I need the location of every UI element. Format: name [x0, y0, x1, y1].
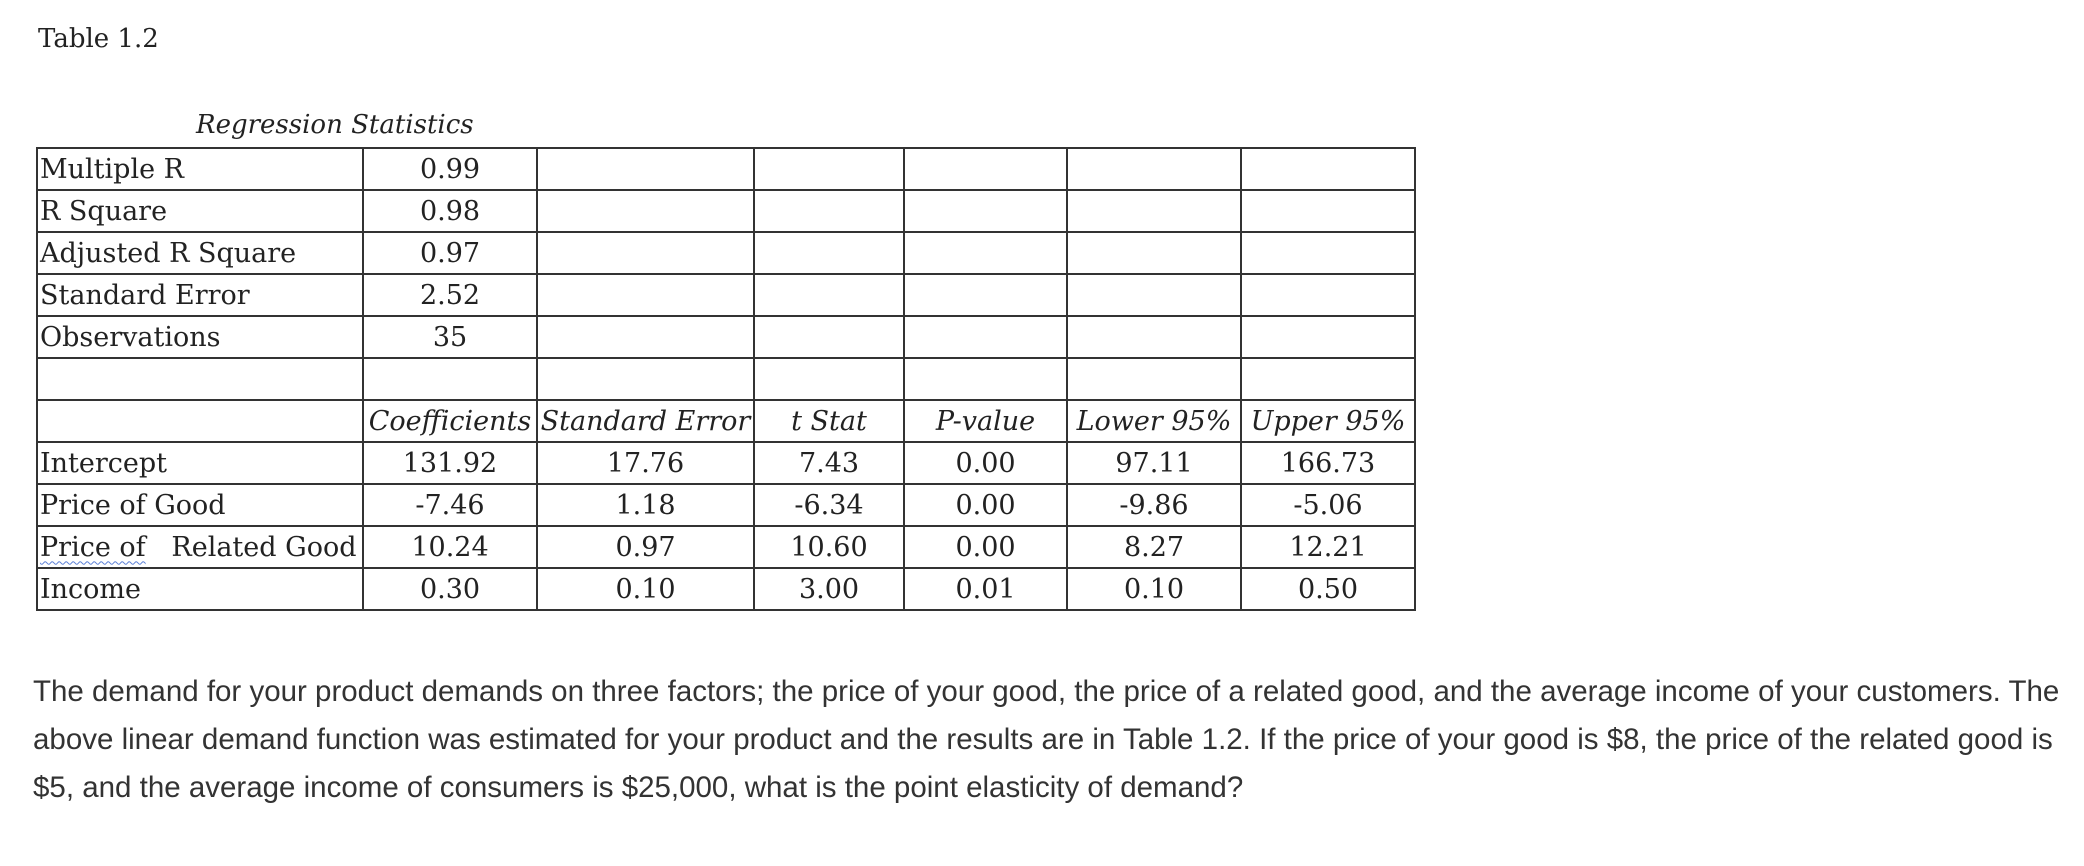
table-cell: 12.21 [1241, 526, 1415, 568]
table-row-empty [37, 358, 1415, 400]
table-cell: 0.10 [537, 568, 754, 610]
table-cell: -5.06 [1241, 484, 1415, 526]
table-row [37, 442, 1415, 484]
stat-value: 35 [363, 316, 537, 358]
table-cell: 131.92 [363, 442, 537, 484]
stat-value: 0.99 [363, 148, 537, 190]
column-header: Lower 95% [1067, 400, 1241, 442]
table-cell: 0.00 [904, 484, 1067, 526]
variable-label-suffix: Related Good [171, 531, 357, 563]
table-row [37, 568, 1415, 610]
table-cell: 0.00 [904, 442, 1067, 484]
table-cell: 8.27 [1067, 526, 1241, 568]
stat-label: Standard Error [37, 274, 363, 316]
column-header: t Stat [754, 400, 904, 442]
table-row [37, 274, 1415, 316]
regression-statistics-title: Regression Statistics [196, 110, 474, 140]
regression-table [36, 147, 1416, 611]
table-cell: 10.24 [363, 526, 537, 568]
table-cell: 0.50 [1241, 568, 1415, 610]
table-row [37, 316, 1415, 358]
stat-label: Multiple R [37, 148, 363, 190]
table-cell: 0.10 [1067, 568, 1241, 610]
column-header: P-value [904, 400, 1067, 442]
stat-label: Observations [37, 316, 363, 358]
table-cell: 1.18 [537, 484, 754, 526]
question-text: The demand for your product demands on three factors; the price of your good, the price of a related good, and the average income of your customers. The above linear demand function was estimated for your product and the results are in Table 1.2. If the price of your good is $8, the price of the related good is $5, and the average income of consumers is $25,000, what is the point elasticity of demand? [33, 675, 2060, 804]
stat-value: 0.97 [363, 232, 537, 274]
stat-value: 0.98 [363, 190, 537, 232]
column-header: Upper 95% [1241, 400, 1415, 442]
table-row [37, 526, 1415, 568]
variable-label: Price of Good [37, 484, 363, 526]
table-row [37, 232, 1415, 274]
table-cell: 0.01 [904, 568, 1067, 610]
table-cell: 3.00 [754, 568, 904, 610]
table-row [37, 148, 1415, 190]
table-cell: 97.11 [1067, 442, 1241, 484]
table-cell: 0.00 [904, 526, 1067, 568]
stat-value: 2.52 [363, 274, 537, 316]
table-cell: -7.46 [363, 484, 537, 526]
table-cell: -6.34 [754, 484, 904, 526]
column-header: Standard Error [537, 400, 754, 442]
table-cell: 10.60 [754, 526, 904, 568]
table-cell: 0.97 [537, 526, 754, 568]
column-header: Coefficients [363, 400, 537, 442]
table-cell: 0.30 [363, 568, 537, 610]
table-cell: -9.86 [1067, 484, 1241, 526]
table-row [37, 190, 1415, 232]
table-cell: 166.73 [1241, 442, 1415, 484]
table-header-row [37, 400, 1415, 442]
table-title: Table 1.2 [38, 24, 159, 54]
table-row [37, 484, 1415, 526]
table-cell: 17.76 [537, 442, 754, 484]
variable-label: Intercept [37, 442, 363, 484]
table-cell: 7.43 [754, 442, 904, 484]
stat-label: Adjusted R Square [37, 232, 363, 274]
spellcheck-underlined-text: Price of [40, 531, 146, 563]
variable-label [37, 526, 363, 568]
variable-label: Income [37, 568, 363, 610]
stat-label: R Square [37, 190, 363, 232]
